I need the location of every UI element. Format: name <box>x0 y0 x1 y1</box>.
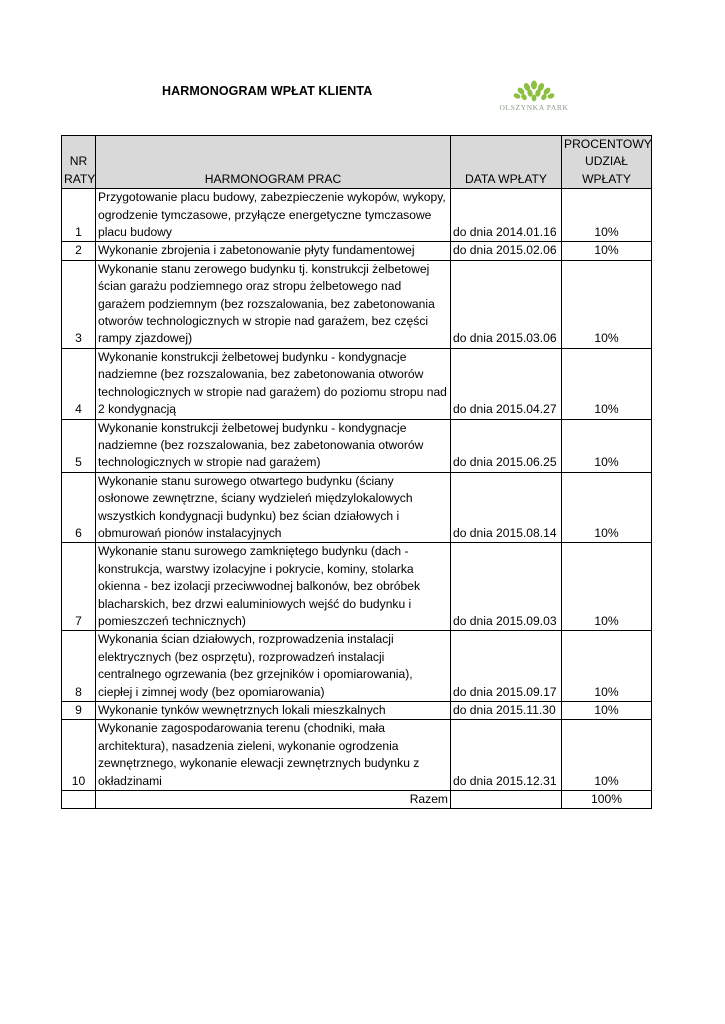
row-date: do dnia 2015.08.14 <box>451 472 562 543</box>
row-pct: 10% <box>562 631 652 702</box>
total-empty-cell <box>451 791 562 809</box>
row-date: do dnia 2015.09.17 <box>451 631 562 702</box>
row-nr: 3 <box>62 260 96 348</box>
row-pct: 10% <box>562 348 652 419</box>
row-desc: Wykonanie zbrojenia i zabetonowanie płyty fundamentowej <box>96 242 451 260</box>
row-pct: 10% <box>562 472 652 543</box>
total-pct: 100% <box>562 791 652 809</box>
row-date: do dnia 2015.12.31 <box>451 720 562 791</box>
row-date: do dnia 2015.06.25 <box>451 419 562 472</box>
row-nr: 5 <box>62 419 96 472</box>
row-nr: 6 <box>62 472 96 543</box>
row-desc: Wykonanie tynków wewnętrznych lokali mieszkalnych <box>96 702 451 720</box>
row-nr: 9 <box>62 702 96 720</box>
row-nr: 7 <box>62 543 96 631</box>
table-header-row <box>62 136 652 189</box>
logo-text: OLSZYNKA PARK <box>499 103 569 112</box>
tree-leaves-icon <box>494 80 574 104</box>
row-desc: Wykonanie stanu zerowego budynku tj. konstrukcji żelbetowej ścian garażu podziemnego oraz stropu żelbetowego nad garażem podziemnym (bez rozszalowania, bez zabetonowania otworów technologicznych w stropie nad garażem, bez części rampy zjazdowej) <box>96 260 451 348</box>
table-row <box>62 472 652 543</box>
row-pct: 10% <box>562 543 652 631</box>
olszynka-park-logo <box>494 80 574 116</box>
table-row <box>62 419 652 472</box>
row-nr: 1 <box>62 189 96 242</box>
row-pct: 10% <box>562 702 652 720</box>
row-date: do dnia 2015.03.06 <box>451 260 562 348</box>
row-pct: 10% <box>562 242 652 260</box>
row-date: do dnia 2015.04.27 <box>451 348 562 419</box>
table-row <box>62 543 652 631</box>
table-row <box>62 242 652 260</box>
total-empty-cell <box>62 791 96 809</box>
row-desc: Wykonanie konstrukcji żelbetowej budynku - kondygnacje nadziemne (bez rozszalowania, bez zabetonowania otworów technologicznych w stropie nad garażem) do poziomu stropu nad 2 kondygnacją <box>96 348 451 419</box>
row-date: do dnia 2015.11.30 <box>451 702 562 720</box>
total-row <box>62 791 652 809</box>
row-pct: 10% <box>562 260 652 348</box>
row-desc: Wykonania ścian działowych, rozprowadzenia instalacji elektrycznych (bez osprzętu), rozprowadzeń instalacji centralnego ogrzewania (bez grzejników i opomiarowania), ciepłej i zimnej wody (bez opomiarowania) <box>96 631 451 702</box>
document-title: HARMONOGRAM WPŁAT KLIENTA <box>162 84 373 98</box>
header-work: HARMONOGRAM PRAC <box>96 136 451 189</box>
row-nr: 2 <box>62 242 96 260</box>
row-date: do dnia 2015.09.03 <box>451 543 562 631</box>
row-nr: 8 <box>62 631 96 702</box>
row-desc: Wykonanie stanu surowego otwartego budynku (ściany osłonowe zewnętrzne, ściany wydzieleń międzylokalowych wszystkich kondygnacji budynku) bez ścian działowych i obmurowań pionów instalacyjnych <box>96 472 451 543</box>
row-date: do dnia 2015.02.06 <box>451 242 562 260</box>
row-nr: 4 <box>62 348 96 419</box>
header-date: DATA WPŁATY <box>451 136 562 189</box>
total-label: Razem <box>96 791 451 809</box>
header-nr: NR RATY <box>62 136 96 189</box>
row-pct: 10% <box>562 720 652 791</box>
row-pct: 10% <box>562 189 652 242</box>
table-row <box>62 720 652 791</box>
payment-schedule-table <box>61 135 652 809</box>
row-pct: 10% <box>562 419 652 472</box>
row-nr: 10 <box>62 720 96 791</box>
table-row <box>62 260 652 348</box>
row-desc: Wykonanie konstrukcji żelbetowej budynku - kondygnacje nadziemne (bez rozszalowania, bez zabetonowania otworów technologicznych w stropie nad garażem) <box>96 419 451 472</box>
row-desc: Wykonanie stanu surowego zamkniętego budynku (dach - konstrukcja, warstwy izolacyjne i pokrycie, kominy, stolarka okienna - bez izolacji przeciwwodnej balkonów, bez obróbek blacharskich, bez drzwi ealuminiowych wejść do budynku i pomieszczeń technicznych) <box>96 543 451 631</box>
row-desc: Wykonanie zagospodarowania terenu (chodniki, mała architektura), nasadzenia zieleni, wykonanie ogrodzenia zewnętrznego, wykonanie elewacji zewnętrznych budynku z okładzinami <box>96 720 451 791</box>
row-desc: Przygotowanie placu budowy, zabezpieczenie wykopów, wykopy, ogrodzenie tymczasowe, przyłącze energetyczne tymczasowe placu budowy <box>96 189 451 242</box>
header-pct: PROCENTOWY UDZIAŁ WPŁATY <box>562 136 652 189</box>
table-row <box>62 348 652 419</box>
table-row <box>62 189 652 242</box>
table-row <box>62 702 652 720</box>
row-date: do dnia 2014.01.16 <box>451 189 562 242</box>
table-row <box>62 631 652 702</box>
